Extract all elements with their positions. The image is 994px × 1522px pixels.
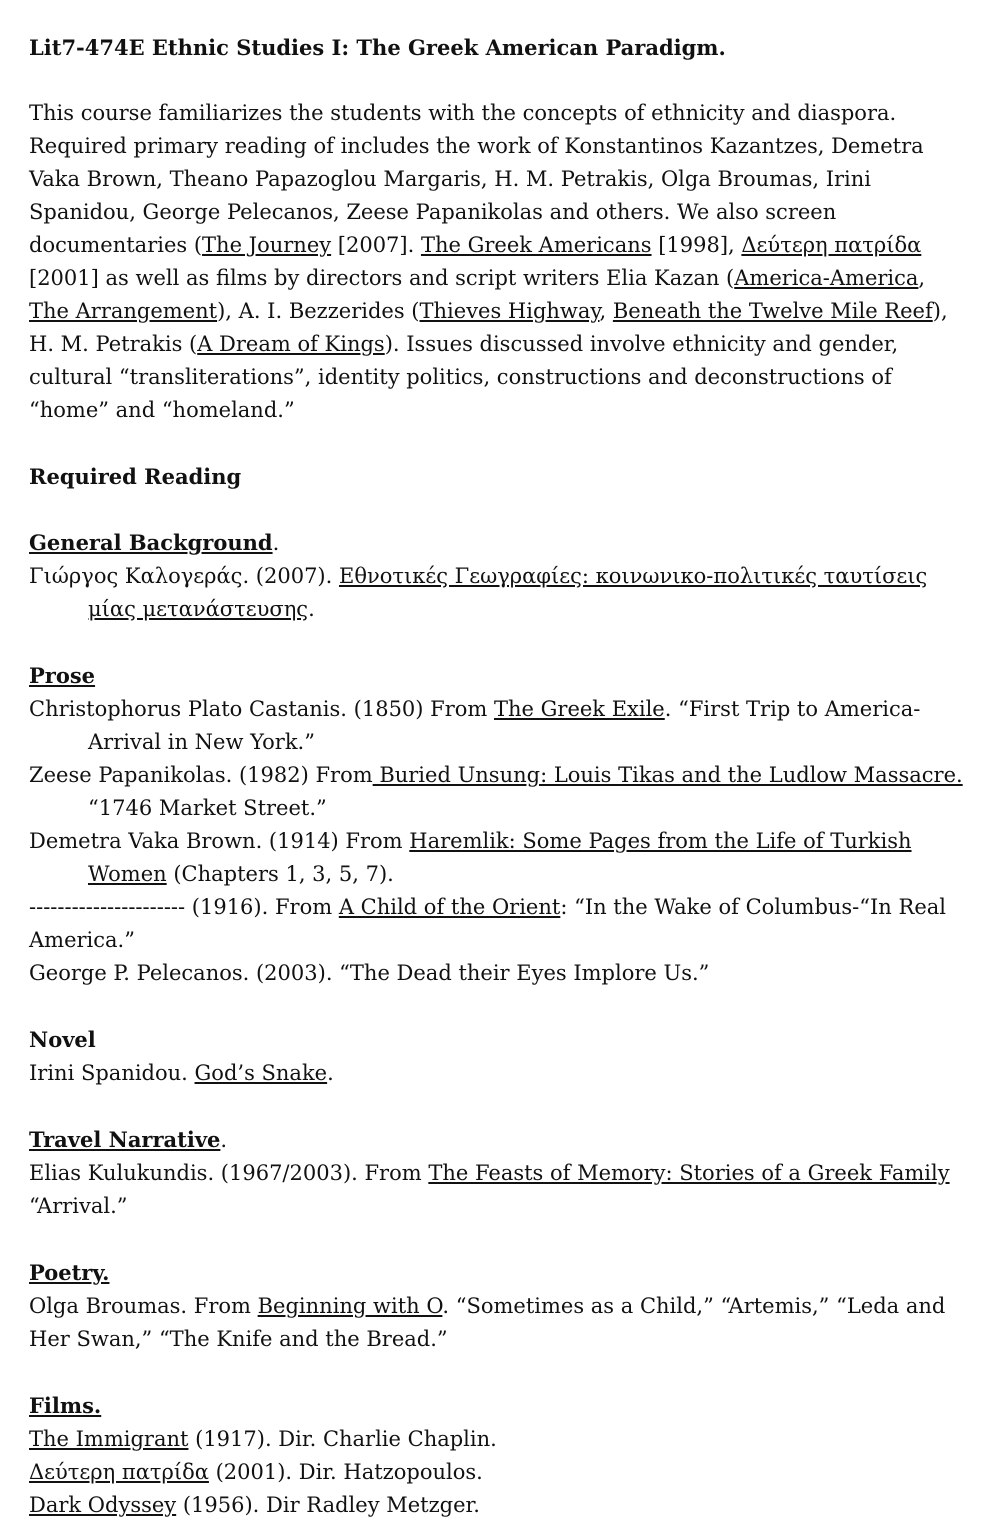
title-text: Haremlik: Some Pages from the Life of Turkish Women bbox=[88, 829, 912, 886]
text-segment: . bbox=[327, 1061, 334, 1085]
poetry-heading bbox=[29, 1256, 969, 1290]
reading-entry bbox=[29, 560, 969, 626]
heading-suffix: . bbox=[220, 1128, 228, 1152]
reading-entry bbox=[29, 825, 969, 891]
general-background-heading bbox=[29, 526, 969, 560]
text-segment: “Arrival.” bbox=[29, 1194, 128, 1218]
text-segment: . “Sometimes as a Child,” “Artemis,” “Leda and Her Swan,” “The Knife and the Bread.” bbox=[29, 1294, 946, 1351]
text-segment: George P. Pelecanos. (2003). “The Dead their Eyes Implore Us.” bbox=[29, 961, 710, 985]
title-text: Δεύτερη πατρίδα bbox=[29, 1460, 209, 1484]
text-segment: Irini Spanidou. bbox=[29, 1061, 195, 1085]
title-text: The Journey bbox=[202, 233, 332, 257]
reading-entry bbox=[29, 891, 969, 957]
title-text: The Arrangement bbox=[29, 299, 218, 323]
text-segment: Christophorus Plato Castanis. (1850) From bbox=[29, 697, 494, 721]
section-heading-text: Poetry. bbox=[29, 1260, 110, 1285]
text-segment: This course familiarizes the students with the concepts of ethnicity and diaspora. Required primary reading of includes the work of Konstantinos Kazantzes, Demetra Vaka Brown, Theano Papazoglou Margaris, H. M. Petrakis, Olga Broumas, Irini Spanidou, George Pelecanos, Zeese Papanikolas and others. We also screen documentaries ( bbox=[29, 101, 924, 257]
reading-entry bbox=[29, 957, 969, 990]
section-heading-text: General Background bbox=[29, 530, 273, 555]
text-segment: [2007]. bbox=[331, 233, 421, 257]
text-segment: “1746 Market Street.” bbox=[88, 796, 327, 820]
title-text: God’s Snake bbox=[194, 1061, 328, 1085]
novel-heading bbox=[29, 1023, 969, 1057]
title-text: A Child of the Orient bbox=[338, 895, 561, 919]
section-heading-text: Novel bbox=[29, 1027, 96, 1052]
required-reading-heading: Required Reading bbox=[29, 464, 242, 489]
section-heading-text: Travel Narrative bbox=[29, 1127, 221, 1152]
title-text: The Greek Exile bbox=[494, 697, 665, 721]
text-segment: (Chapters 1, 3, 5, 7). bbox=[166, 862, 394, 886]
title-text: Δεύτερη πατρίδα bbox=[741, 233, 922, 257]
title-text: The Feasts of Memory: Stories of a Greek Family bbox=[428, 1161, 950, 1185]
document-page bbox=[29, 31, 969, 1522]
text-segment: (2001). Dir. Hatzopoulos. bbox=[208, 1460, 483, 1484]
text-segment: Olga Broumas. From bbox=[29, 1294, 258, 1318]
text-segment: , bbox=[599, 299, 613, 323]
text-segment: Zeese Papanikolas. (1982) From bbox=[29, 763, 373, 787]
text-segment: ---------------------- (1916). From bbox=[29, 895, 339, 919]
reading-sections bbox=[29, 493, 969, 1522]
section-heading-text: Prose bbox=[29, 663, 96, 688]
text-segment: (1956). Dir Radley Metzger. bbox=[176, 1493, 480, 1517]
title-text: Buried Unsung: Louis Tikas and the Ludlow Massacre. bbox=[372, 763, 963, 787]
text-segment: Γιώργος Καλογεράς. (2007). bbox=[29, 564, 339, 588]
title-text: Beginning with O bbox=[257, 1294, 443, 1318]
title-text: Εθνοτικές Γεωγραφίες: κοινωνικο-πολιτικές ταυτίσεις μίας μετανάστευσης bbox=[88, 564, 928, 621]
reading-entry bbox=[29, 1456, 969, 1489]
heading-suffix: . bbox=[272, 531, 280, 555]
text-segment: Elias Kulukundis. (1967/2003). From bbox=[29, 1161, 429, 1185]
reading-entry bbox=[29, 1057, 969, 1090]
reading-entry bbox=[29, 1290, 969, 1356]
text-segment: (1917). Dir. Charlie Chaplin. bbox=[188, 1427, 497, 1451]
title-text: Beneath the Twelve Mile Reef bbox=[612, 299, 933, 323]
reading-entry bbox=[29, 1157, 969, 1223]
title-text: Dark Odyssey bbox=[29, 1493, 177, 1517]
text-segment: . bbox=[308, 597, 315, 621]
text-segment: ), A. I. Bezzerides ( bbox=[217, 299, 420, 323]
course-description bbox=[29, 97, 969, 427]
text-segment: ). Issues discussed involve ethnicity and gender, cultural “transliterations”, identity politics, constructions and deconstructions of “home” and “homeland.” bbox=[29, 332, 899, 422]
title-text: Thieves Highway bbox=[419, 299, 600, 323]
title-text: America-America bbox=[734, 266, 919, 290]
travel-narrative-heading bbox=[29, 1123, 969, 1157]
title-text: The Greek Americans bbox=[420, 233, 652, 257]
reading-entry bbox=[29, 693, 969, 759]
reading-entry bbox=[29, 1489, 969, 1522]
reading-entry bbox=[29, 759, 969, 825]
text-segment: : “In the Wake of Columbus-“In Real America.” bbox=[29, 895, 946, 952]
title-text: The Immigrant bbox=[29, 1427, 189, 1451]
films-heading bbox=[29, 1389, 969, 1423]
reading-entry bbox=[29, 1423, 969, 1456]
text-segment: ), H. M. Petrakis ( bbox=[29, 299, 948, 356]
text-segment: . “First Trip to America-Arrival in New York.” bbox=[88, 697, 921, 754]
section-heading-text: Films. bbox=[29, 1393, 102, 1418]
title-text: A Dream of Kings bbox=[197, 332, 385, 356]
text-segment: [1998], bbox=[651, 233, 742, 257]
prose-heading bbox=[29, 659, 969, 693]
text-segment: [2001] as well as films by directors and script writers Elia Kazan ( bbox=[29, 266, 735, 290]
course-title: Lit7-474E Ethnic Studies I: The Greek American Paradigm. bbox=[29, 35, 726, 60]
text-segment: Demetra Vaka Brown. (1914) From bbox=[29, 829, 410, 853]
text-segment: , bbox=[918, 266, 926, 290]
